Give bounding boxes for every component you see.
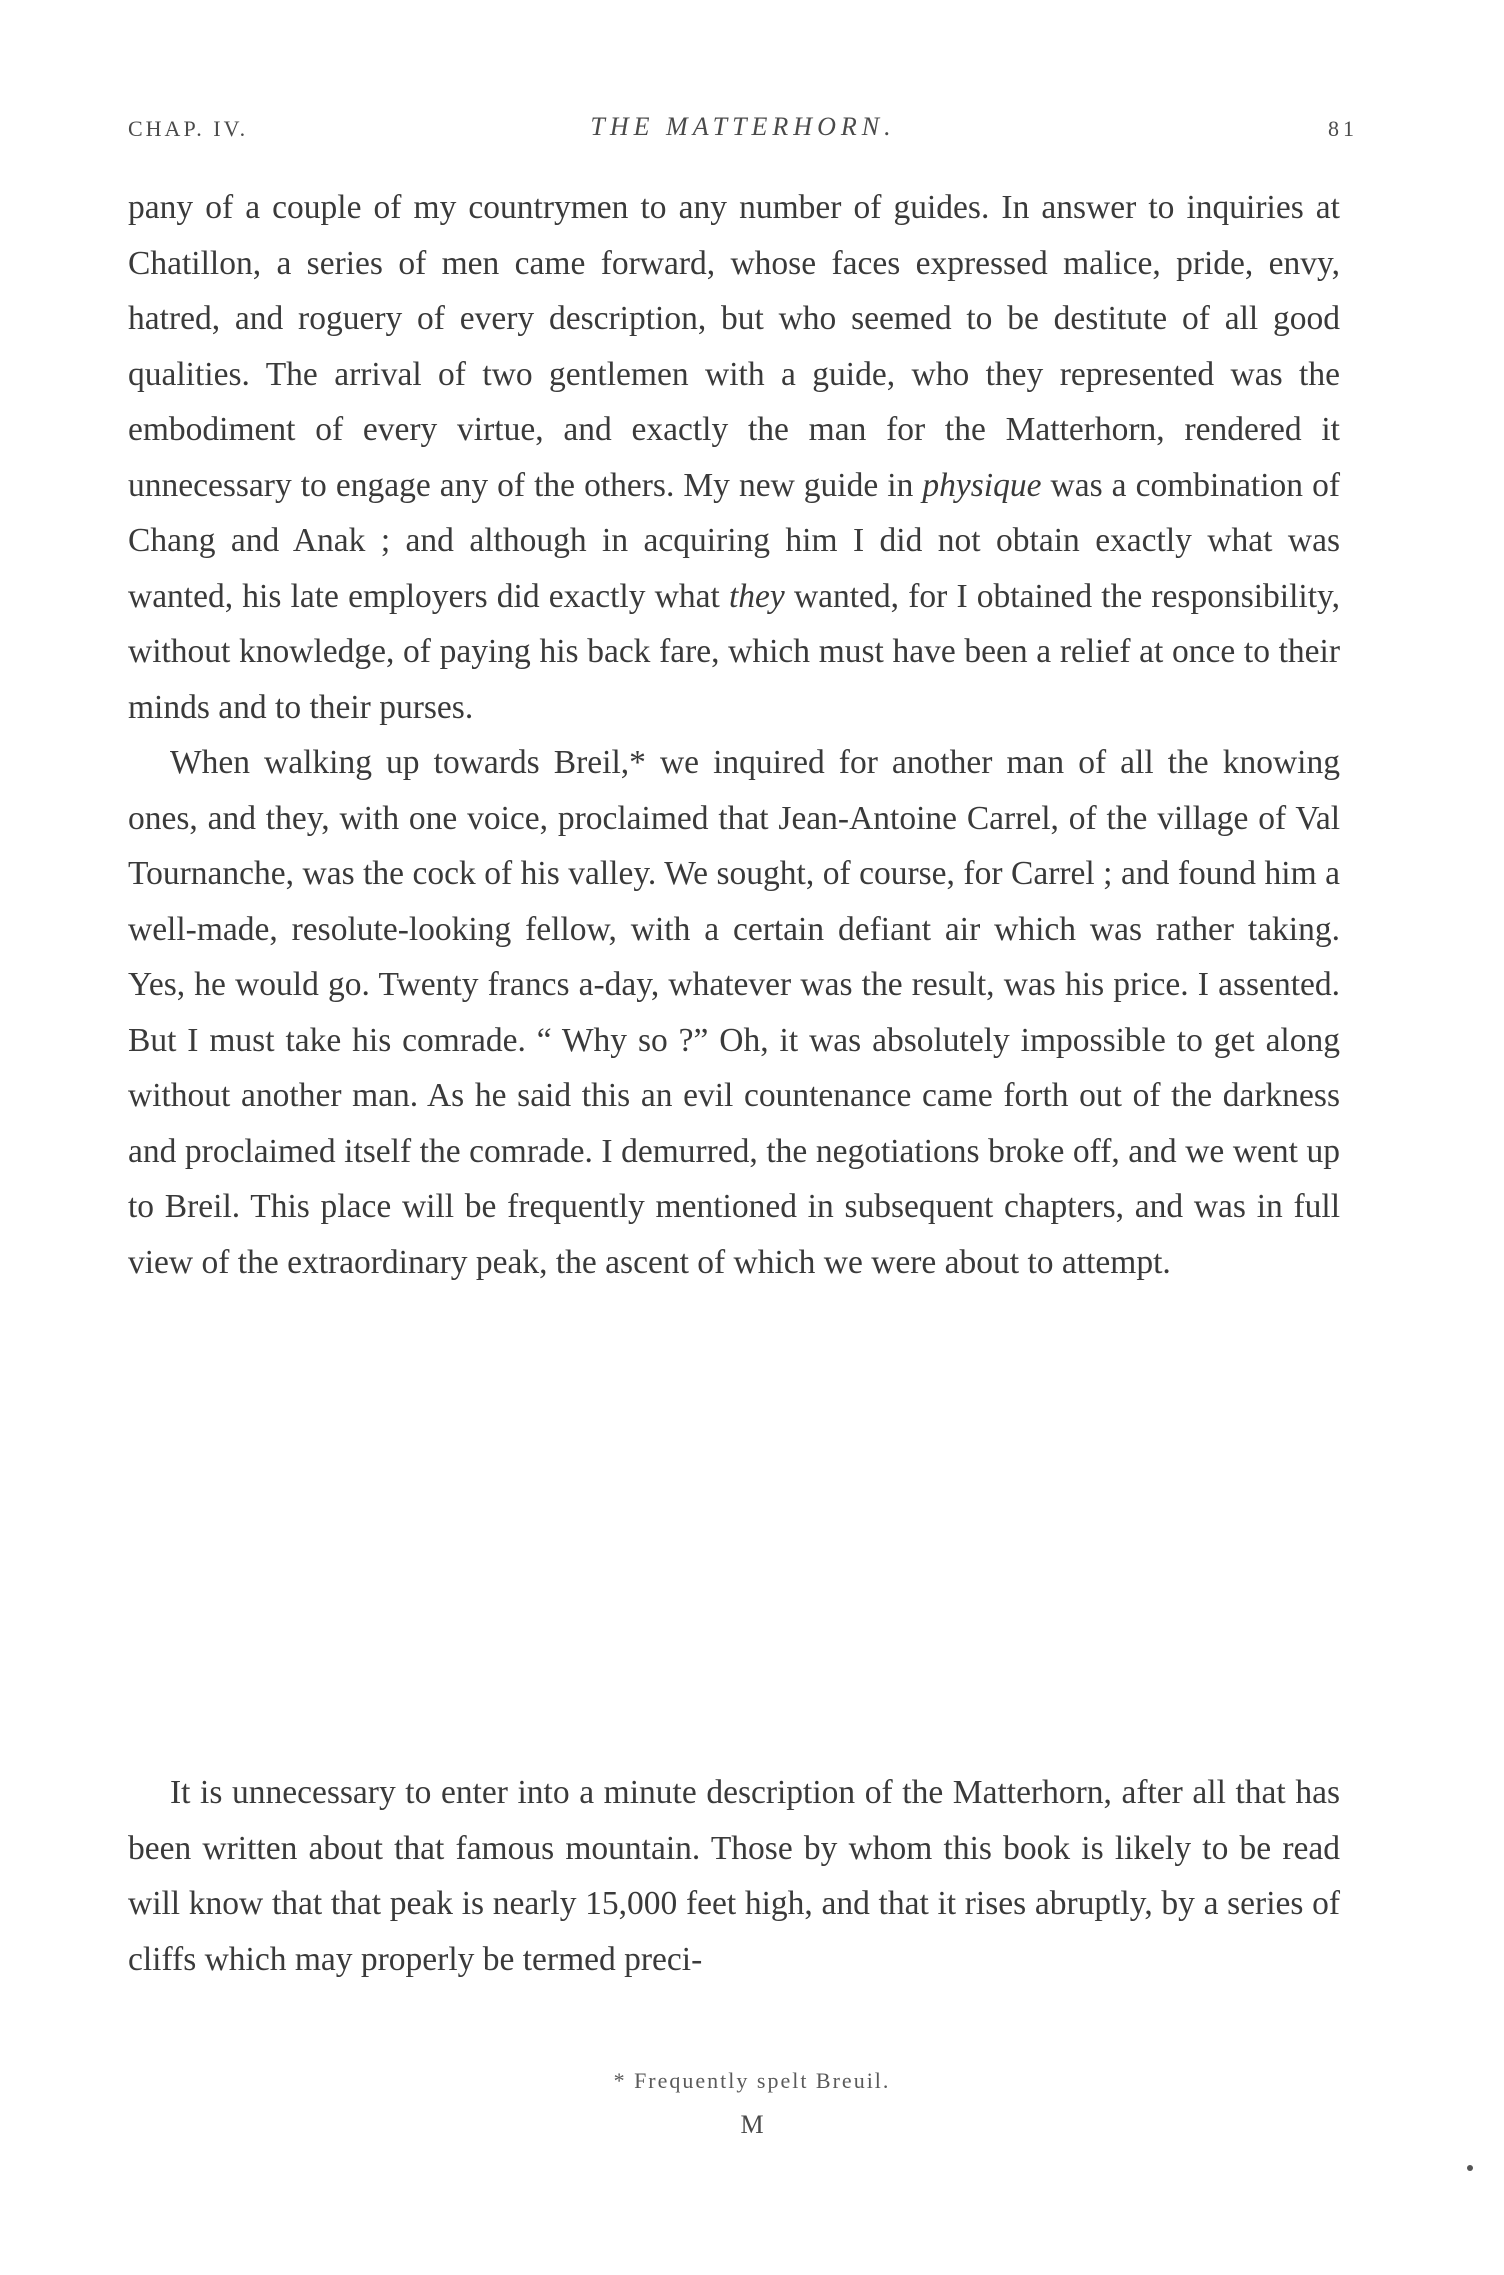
paper-speck xyxy=(1467,2165,1473,2171)
paragraph-3: It is unnecessary to enter into a minute description of the Matterhorn, after all that has been written about that famous mountain. Those by whom this book is likely to be read will know that that peak is nearly 15,000 feet high, and that it rises abruptly, by a series of cliffs which may properly be termed preci- xyxy=(128,1774,1340,1978)
body-text-upper xyxy=(128,180,1340,1290)
paragraph-1 xyxy=(128,180,1340,735)
signature-mark: M xyxy=(740,2110,764,2139)
footnote: * Frequently spelt Breuil. xyxy=(613,2068,891,2093)
paragraph-1-text-b: was a combination of Chang and Anak ; and although in acquiring him I did not obtain exactly what was wanted, his late employers did exactly what xyxy=(128,466,1340,615)
paragraph-1-text-a: pany of a couple of my countrymen to any number of guides. In answer to inquiries at Chatillon, a series of men came forward, whose faces expressed malice, pride, envy, hatred, and roguery of every description, but who seemed to be destitute of all good qualities. The arrival of two gentlemen with a guide, who they represented was the embodiment of every virtue, and exactly the man for the Matterhorn, rendered it unnecessary to engage any of the others. My new guide in xyxy=(128,189,1340,504)
body-text-lower xyxy=(128,1765,1340,1987)
paragraph-1-text-c: wanted, for I obtained the responsibility, without knowledge, of paying his back fare, which must have been a relief at once to their minds and to their purses. xyxy=(128,577,1340,726)
chapter-label: CHAP. IV. xyxy=(128,116,249,141)
italic-physique: physique xyxy=(922,466,1042,504)
running-head xyxy=(128,112,1358,152)
italic-they: they xyxy=(728,577,785,615)
running-title: THE MATTERHORN. xyxy=(590,112,896,141)
page-number: 81 xyxy=(1328,116,1358,141)
paragraph-2: When walking up towards Breil,* we inquired for another man of all the knowing ones, and they, with one voice, proclaimed that Jean-Antoine Carrel, of the village of Val Tournanche, was the cock of his valley. We sought, of course, for Carrel ; and found him a well-made, resolute-looking fellow, with a certain defiant air which was rather taking. Yes, he would go. Twenty francs a-day, whatever was the result, was his price. I assented. But I must take his comrade. “ Why so ?” Oh, it was absolutely impossible to get along without another man. As he said this an evil countenance came forth out of the darkness and proclaimed itself the comrade. I demurred, the negotiations broke off, and we went up to Breil. This place will be frequently mentioned in subsequent chapters, and was in full view of the extraordinary peak, the ascent of which we were about to attempt. xyxy=(128,744,1340,1281)
